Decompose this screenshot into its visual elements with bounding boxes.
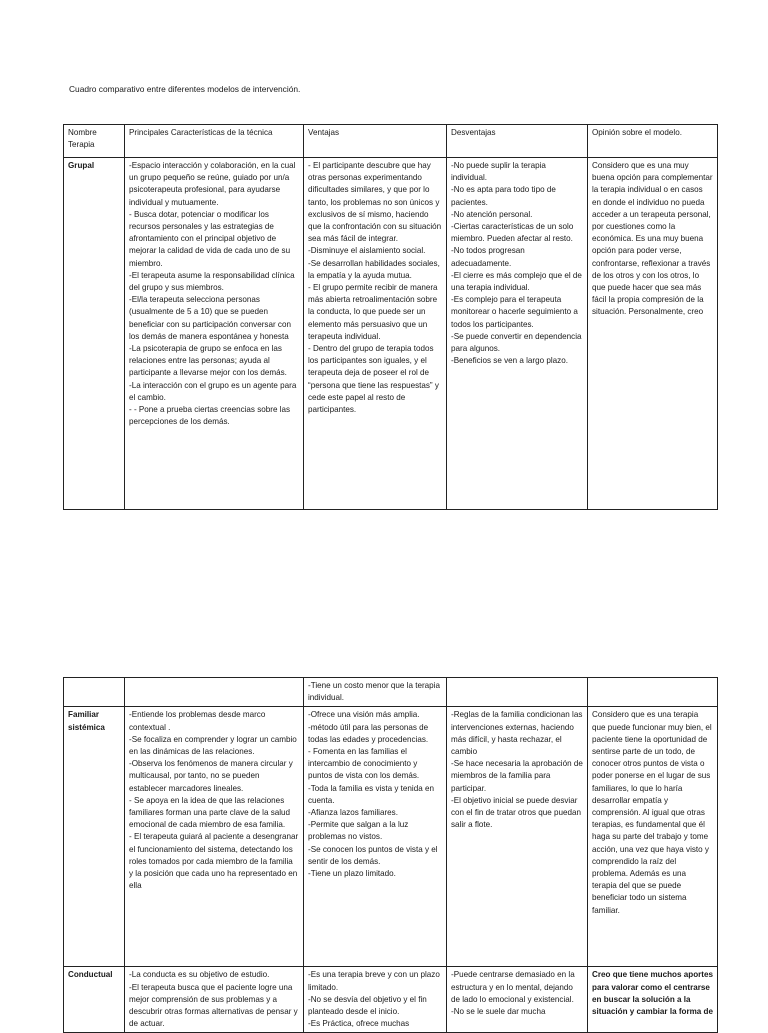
list-item: -Es complejo para el terapeuta monitorear o hacerle seguimiento a todos los participantes. bbox=[451, 295, 578, 329]
list-item: -El terapeuta asume la responsabilidad clínica del grupo y sus miembros. bbox=[129, 270, 295, 293]
grupal-opinion: Considero que es una muy buena opción para complementar la terapia individual o en casos en donde el individuo no pueda acceder a un terapeuta personal, por cuestiones como la económica. Es una muy buena opción para poder verse, confrontarse, reflexionar a través de los otros y con los otros, lo que puede hacer que sea más fácil la propia compresión de la situación. Personalmente, creo bbox=[588, 158, 718, 510]
header-nombre: Nombre Terapia bbox=[64, 125, 125, 158]
list-item: - - Pone a prueba ciertas creencias sobre las percepciones de los demás. bbox=[129, 405, 291, 427]
table-row-familiar bbox=[64, 707, 718, 967]
list-item: -método útil para las personas de todas las edades y procedencias. bbox=[308, 722, 429, 744]
list-item: -El terapeuta busca que el paciente logre una mejor comprensión de sus problemas y a descubrir otras formas alternativas de pensar y de actuar. bbox=[129, 982, 298, 1029]
list-item: -Entiende los problemas desde marco contextual . bbox=[129, 710, 266, 732]
list-item: -La psicoterapia de grupo se enfoca en las relaciones entre las personas; ayuda al participante a llevarse mejor con los demás. bbox=[129, 344, 287, 378]
conductual-caracteristicas bbox=[125, 967, 304, 1033]
list-item: - El participante descubre que hay otras personas experimentando dificultades similares, y que por lo tanto, los problemas no son únicos y exclusivos de sí mismo, haciendo que la confrontación con su situación sea más fácil de integrar. bbox=[308, 161, 442, 244]
table-row-conductual bbox=[64, 967, 718, 1033]
familiar-desventajas bbox=[447, 707, 588, 967]
list-item: -Toda la familia es vista y tenida en cuenta. bbox=[308, 783, 434, 805]
list-item: -Permite que salgan a la luz problemas no vistos. bbox=[308, 820, 409, 842]
list-item: -Es Práctica, ofrece muchas bbox=[308, 1019, 410, 1029]
list-item: - Fomenta en las familias el intercambio de conocimiento y puntos de vista con los demás. bbox=[308, 747, 420, 781]
continuation-name bbox=[64, 678, 125, 707]
list-item: -No se le suele dar mucha bbox=[451, 1007, 546, 1017]
continuation-opinion bbox=[588, 678, 718, 707]
table-header-row bbox=[64, 125, 718, 158]
list-item: -La conducta es su objetivo de estudio. bbox=[129, 970, 270, 980]
list-item: -No se desvía del objetivo y el fin planteado desde el inicio. bbox=[308, 994, 427, 1017]
list-item: -No es apta para todo tipo de pacientes. bbox=[451, 185, 556, 207]
grupal-caracteristicas bbox=[125, 158, 304, 510]
list-item: -Puede centrarse demasiado en la estructura y en lo mental, dejando de lado lo emocional y existencial. bbox=[451, 970, 575, 1004]
continuation-desventajas bbox=[447, 678, 588, 707]
continuation-ventajas: -Tiene un costo menor que la terapia individual. bbox=[304, 678, 447, 707]
list-item: -No atención personal. bbox=[451, 209, 533, 219]
list-item: -Se puede convertir en dependencia para algunos. bbox=[451, 331, 582, 354]
comparison-table-page-1 bbox=[63, 124, 718, 510]
list-item: -Tiene un plazo limitado. bbox=[308, 869, 396, 879]
list-item: -Observa los fenómenos de manera circular y multicausal, por tanto, no se pueden establecer marcadores lineales. bbox=[129, 759, 293, 793]
row-name-conductual: Conductual bbox=[64, 967, 125, 1033]
list-item: -La interacción con el grupo es un agente para el cambio. bbox=[129, 380, 297, 402]
row-name-familiar: Familiar sistémica bbox=[64, 707, 125, 967]
document-caption: Cuadro comparativo entre diferentes modelos de intervención. bbox=[69, 84, 301, 94]
familiar-ventajas bbox=[304, 707, 447, 967]
list-item: -Se hace necesaria la aprobación de miembros de la familia para participar. bbox=[451, 759, 583, 793]
continuation-caracteristicas bbox=[125, 678, 304, 707]
row-name-grupal: Grupal bbox=[64, 158, 125, 510]
list-item: -Se focaliza en comprender y lograr un cambio en las dinámicas de las relaciones. bbox=[129, 734, 297, 757]
list-item: -El objetivo inicial se puede desviar con el fin de tratar otros que puedan salir a flote. bbox=[451, 795, 582, 830]
list-item: - Se apoya en la idea de que las relaciones familiares forman una parte clave de la salud emocional de cada miembro de esa familia. bbox=[129, 795, 291, 830]
list-item: -Reglas de la familia condicionan las intervenciones externas, haciendo más difícil, y hasta rechazar, el cambio bbox=[451, 710, 583, 757]
list-item: -No todos progresan adecuadamente. bbox=[451, 246, 525, 268]
header-ventajas: Ventajas bbox=[304, 125, 447, 158]
comparison-table-page-2 bbox=[63, 677, 718, 1033]
list-item: -Disminuye el aislamiento social. bbox=[308, 246, 426, 256]
header-opinion: Opinión sobre el modelo. bbox=[588, 125, 718, 158]
familiar-caracteristicas bbox=[125, 707, 304, 967]
header-desventajas: Desventajas bbox=[447, 125, 588, 158]
list-item: -Se desarrollan habilidades sociales, la empatía y la ayuda mutua. bbox=[308, 258, 440, 280]
list-item: - Busca dotar, potenciar o modificar los recursos personales y las estrategias de afrontamiento con el principal objetivo de mejorar la calidad de vida de cada uno de su miembro. bbox=[129, 209, 291, 268]
list-item: -Ofrece una visión más amplia. bbox=[308, 710, 420, 720]
conductual-desventajas bbox=[447, 967, 588, 1033]
table-row-continuation bbox=[64, 678, 718, 707]
list-item: - El terapeuta guiará al paciente a desengranar el funcionamiento del sistema, detectando los roles tomados por cada miembro de la familia y la posición que cada uno ha representado en ella bbox=[129, 832, 299, 891]
list-item: - Dentro del grupo de terapia todos los participantes son iguales, y el terapeuta deja de poseer el rol de “persona que tiene las respuestas” y cede este papel al resto de participantes. bbox=[308, 344, 439, 415]
list-item: -Espacio interacción y colaboración, en la cual un grupo pequeño se reúne, guiado por un/a psicoterapeuta profesional, para ayudarse individual y mutuamente. bbox=[129, 161, 296, 207]
grupal-ventajas bbox=[304, 158, 447, 510]
list-item: -Afianza lazos familiares. bbox=[308, 808, 398, 818]
table-row-grupal bbox=[64, 158, 718, 510]
list-item: -Ciertas características de un solo miembro. Pueden afectar al resto. bbox=[451, 222, 574, 244]
conductual-opinion: Creo que tiene muchos aportes para valorar como el centrarse en buscar la solución a la situación y cambiar la forma de bbox=[588, 967, 718, 1033]
list-item: -Se conocen los puntos de vista y el sentir de los demás. bbox=[308, 844, 438, 866]
list-item: -El cierre es más complejo que el de una terapia individual. bbox=[451, 270, 582, 293]
list-item: -Beneficios se ven a largo plazo. bbox=[451, 356, 568, 366]
grupal-desventajas bbox=[447, 158, 588, 510]
list-item: -Es una terapia breve y con un plazo limitado. bbox=[308, 970, 440, 992]
list-item: -No puede suplir la terapia individual. bbox=[451, 161, 546, 183]
header-caracteristicas: Principales Características de la técnica bbox=[125, 125, 304, 158]
list-item: -El/la terapeuta selecciona personas (usualmente de 5 a 10) que se pueden beneficiar con su participación conversar con los demás de manera espontánea y honesta bbox=[129, 295, 291, 341]
familiar-opinion: Considero que es una terapia que puede funcionar muy bien, el paciente tiene la oportunidad de sentirse parte de un todo, de conocer otros puntos de vista o poder ponerse en el lugar de sus familiares, lo que lo haría desarrollar empatía y comprensión. Al igual que otras terapias, es fundamental que él haga su parte del trabajo y tome acción, una vez que haya visto y comprendido la raíz del problema. Además es una terapia del que se puede beneficiar todo un sistema familiar. bbox=[588, 707, 718, 967]
list-item: - El grupo permite recibir de manera más abierta retroalimentación sobre la conducta, lo que puede ser un elemento más persuasivo que un terapeuta individual. bbox=[308, 283, 438, 341]
conductual-ventajas bbox=[304, 967, 447, 1033]
